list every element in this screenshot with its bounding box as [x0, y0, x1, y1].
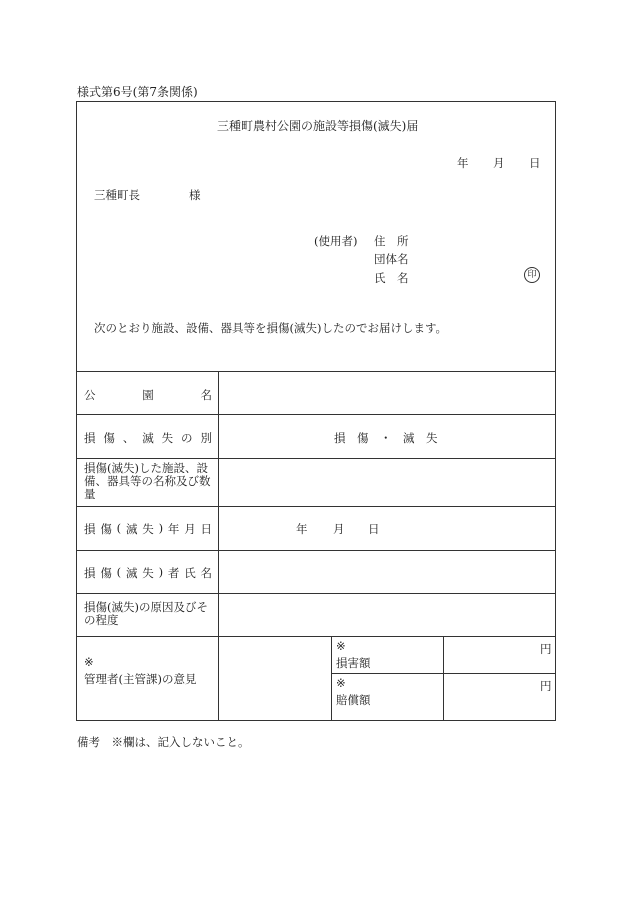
damage-day: 日 — [368, 522, 380, 536]
divider — [331, 673, 556, 674]
divider — [218, 371, 219, 721]
divider — [76, 636, 556, 637]
compensation-mark: ※ — [336, 676, 346, 690]
divider — [76, 506, 556, 507]
compensation-amount-label: 賠償額 — [336, 693, 371, 707]
group-label: 団体名 — [374, 252, 409, 266]
divider — [76, 414, 556, 415]
applicant-role: (使用者) — [314, 234, 358, 248]
damage-yen: 円 — [540, 642, 552, 656]
address-label: 住 所 — [374, 234, 409, 248]
date-year-label: 年 — [457, 156, 469, 170]
statement-text: 次のとおり施設、設備、器具等を損傷(滅失)したのでお届けします。 — [94, 321, 448, 335]
footnote: 備考 ※欄は、記入しないこと。 — [77, 735, 250, 749]
addressee-honorific: 様 — [189, 188, 201, 202]
park-name-label: 公 園 名 — [84, 388, 212, 402]
person-name-label: 損 傷 ( 滅 失 ) 者 氏 名 — [84, 565, 212, 580]
seal-mark: 印 — [524, 267, 540, 283]
category-value: 損 傷 ・ 滅 失 — [334, 431, 438, 445]
damage-year: 年 — [296, 522, 308, 536]
damage-amount-label: 損害額 — [336, 656, 371, 670]
damage-mark: ※ — [336, 639, 346, 653]
damage-month: 月 — [333, 522, 345, 536]
category-label: 損 傷 、 滅 失 の 別 — [84, 431, 212, 445]
divider — [331, 636, 332, 721]
divider — [76, 593, 556, 594]
damage-date-label: 損 傷 ( 滅 失 ) 年 月 日 — [84, 521, 212, 536]
compensation-yen: 円 — [540, 679, 552, 693]
addressee-name: 三種町長 — [94, 188, 140, 202]
divider — [76, 458, 556, 459]
name-label: 氏 名 — [374, 271, 409, 285]
form-title: 三種町農村公園の施設等損傷(滅失)届 — [217, 119, 419, 133]
divider — [76, 550, 556, 551]
divider — [443, 636, 444, 721]
manager-label: 管理者(主管課)の意見 — [84, 672, 197, 686]
cause-label: 損傷(滅失)の原因及びその程度 — [84, 600, 208, 627]
date-month-label: 月 — [493, 156, 505, 170]
date-day-label: 日 — [529, 156, 541, 170]
items-label: 損傷(滅失)した施設、設備、器具等の名称及び数量 — [84, 461, 211, 501]
form-number: 様式第6号(第7条関係) — [77, 85, 198, 99]
divider — [76, 371, 556, 372]
manager-mark: ※ — [84, 655, 94, 669]
form-frame — [76, 101, 556, 721]
